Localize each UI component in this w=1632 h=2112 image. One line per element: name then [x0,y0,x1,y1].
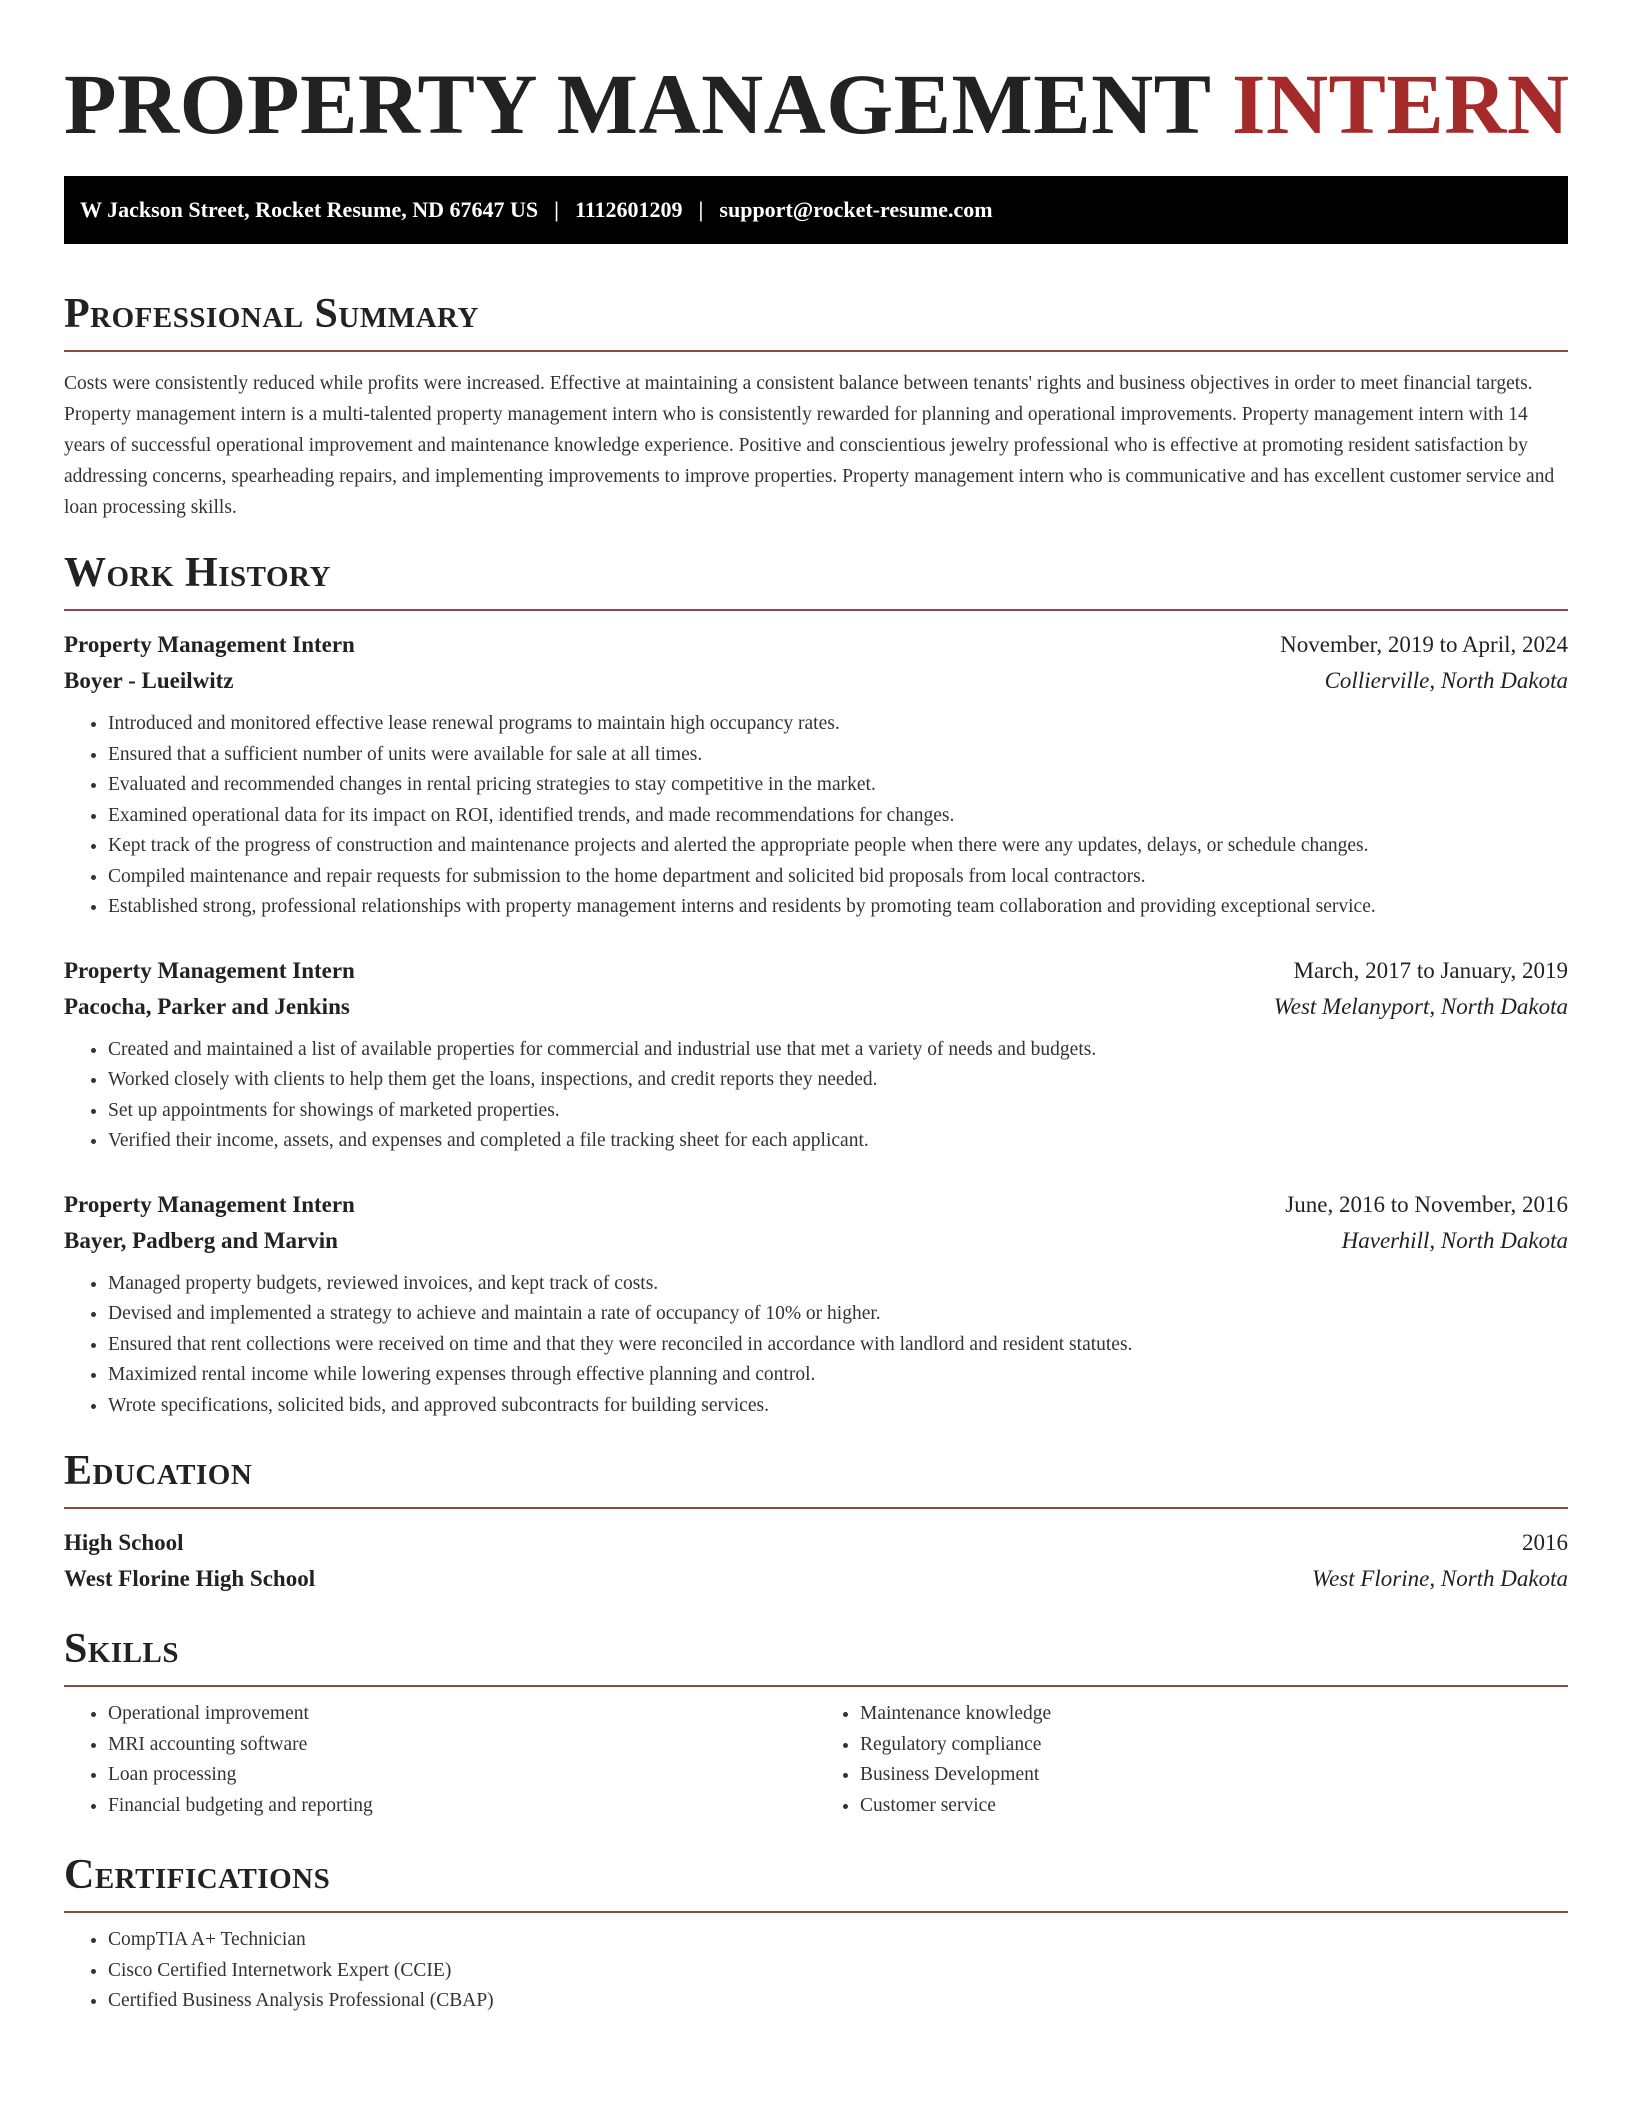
section-divider [64,1507,1568,1509]
education-section [64,1445,1568,1597]
section-divider [64,609,1568,611]
skill-item: • MRI accounting software [108,1730,816,1761]
job-entry [64,627,1568,923]
contact-phone: 1112601209 [574,197,683,222]
skill-item: • Regulatory compliance [860,1730,1568,1761]
job-bullets [64,1269,1568,1422]
contact-email: support@rocket-resume.com [719,197,993,222]
job-bullet: • Evaluated and recommended changes in rental pricing strategies to stay competitive in the market. [108,770,1568,801]
job-bullet: • Wrote specifications, solicited bids, and approved subcontracts for building services. [108,1391,1568,1422]
contact-separator: | [554,197,559,222]
job-bullet: • Maximized rental income while lowering expenses through effective planning and control. [108,1360,1568,1391]
job-bullet: • Devised and implemented a strategy to achieve and maintain a rate of occupancy of 10% or higher. [108,1299,1568,1330]
certifications-section [64,1849,1568,2017]
skill-item: • Financial budgeting and reporting [108,1791,816,1822]
skill-item: • Maintenance knowledge [860,1699,1568,1730]
skills-section [64,1623,1568,1821]
work-history-section [64,547,1568,1421]
title-main: PROPERTY MANAGEMENT [64,56,1210,152]
job-bullet: • Introduced and monitored effective lease renewal programs to maintain high occupancy rates. [108,709,1568,740]
job-bullet: • Managed property budgets, reviewed invoices, and kept track of costs. [108,1269,1568,1300]
job-entry [64,1187,1568,1422]
certification-item: • Certified Business Analysis Professional (CBAP) [108,1986,1568,2017]
job-bullet: • Ensured that rent collections were received on time and that they were reconciled in accordance with landlord and resident statutes. [108,1330,1568,1361]
job-title: Property Management Intern [64,1191,355,1217]
certification-item: • CompTIA A+ Technician [108,1925,1568,1956]
job-bullet: • Kept track of the progress of construction and maintenance projects and alerted the appropriate people when there were any updates, delays, or schedule changes. [108,831,1568,862]
education-school: West Florine High School [64,1566,316,1591]
skills-list-left [64,1699,816,1821]
skill-item: • Loan processing [108,1760,816,1791]
job-bullet: • Set up appointments for showings of marketed properties. [108,1096,1568,1127]
job-company: Boyer - Lueilwitz [64,668,234,693]
skills-list-right [816,1699,1568,1821]
skills-heading: Skills [64,1626,180,1672]
section-divider [64,1685,1568,1687]
education-location: West Florine, North Dakota [1312,1566,1568,1591]
job-bullet: • Examined operational data for its impact on ROI, identified trends, and made recommendations for changes. [108,801,1568,832]
job-dates: March, 2017 to January, 2019 [1293,957,1568,983]
job-company: Bayer, Padberg and Marvin [64,1227,338,1253]
education-year: 2016 [1522,1530,1568,1555]
skill-item: • Business Development [860,1760,1568,1791]
job-title: Property Management Intern [64,632,355,657]
contact-address: W Jackson Street, Rocket Resume, ND 67647 US [80,197,539,222]
job-bullet: • Worked closely with clients to help them get the loans, inspections, and credit reports they needed. [108,1065,1568,1096]
job-bullet: • Ensured that a sufficient number of units were available for sale at all times. [108,740,1568,771]
education-heading: Education [64,1448,253,1494]
job-location: Collierville, North Dakota [1324,668,1568,693]
job-dates: June, 2016 to November, 2016 [1285,1191,1568,1217]
skills-grid [64,1699,1568,1821]
job-entry [64,953,1568,1157]
job-bullet: • Verified their income, assets, and expenses and completed a file tracking sheet for each applicant. [108,1126,1568,1157]
job-bullet: • Established strong, professional relationships with property management interns and residents by promoting team collaboration and providing exceptional service. [108,892,1568,923]
job-title: Property Management Intern [64,957,355,983]
certification-item: • Cisco Certified Internetwork Expert (CCIE) [108,1956,1568,1987]
contact-separator: | [698,197,704,222]
summary-section [64,288,1568,523]
job-company: Pacocha, Parker and Jenkins [64,993,350,1019]
section-divider [64,350,1568,352]
title-accent: INTERN [1231,56,1570,152]
education-entry [64,1525,1568,1597]
contact-bar [64,176,1568,244]
education-degree: High School [64,1530,184,1555]
job-location: Haverhill, North Dakota [1341,1227,1568,1253]
skill-item: • Operational improvement [108,1699,816,1730]
certifications-list [64,1925,1568,2017]
skill-item: • Customer service [860,1791,1568,1822]
certifications-heading: Certifications [64,1852,331,1898]
job-bullets [64,1035,1568,1157]
resume-title [64,0,1568,154]
section-divider [64,1911,1568,1913]
work-history-heading: Work History [64,550,331,596]
job-bullet: • Created and maintained a list of available properties for commercial and industrial use that met a variety of needs and budgets. [108,1035,1568,1066]
summary-heading: Professional Summary [64,291,479,337]
job-bullets [64,709,1568,923]
job-location: West Melanyport, North Dakota [1273,993,1568,1019]
job-bullet: • Compiled maintenance and repair requests for submission to the home department and solicited bid proposals from local contractors. [108,862,1568,893]
summary-text: Costs were consistently reduced while profits were increased. Effective at maintaining a consistent balance between tenants' rights and business objectives in order to meet financial targets. Property management intern is a multi-talented property management intern who is consistently rewarded for planning and operational improvements. Property management intern with 14 years of successful operational improvement and maintenance knowledge experience. Positive and conscientious jewelry professional who is effective at promoting resident satisfaction by addressing concerns, spearheading repairs, and implementing improvements to improve properties. Property management intern who is communicative and has excellent customer service and loan processing skills. [64,373,1555,518]
job-dates: November, 2019 to April, 2024 [1280,632,1568,657]
